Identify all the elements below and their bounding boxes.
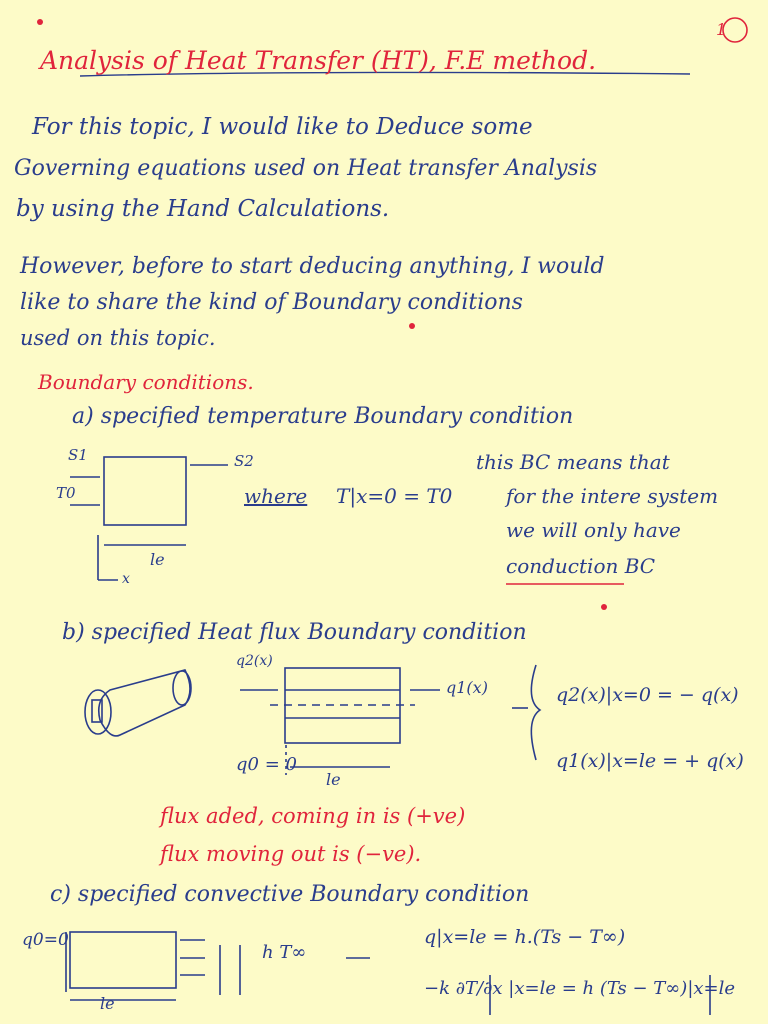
note-line: this BC means that: [476, 450, 670, 474]
intro-line: by using the Hand Calculations.: [16, 196, 390, 222]
t0-label: T0: [56, 484, 76, 502]
x-label: x: [122, 571, 130, 587]
le-label-b: le: [326, 770, 341, 789]
le-label-c: le: [100, 994, 115, 1013]
bc-heading: Boundary conditions.: [38, 370, 254, 394]
page-title: Analysis of Heat Transfer (HT), F.E method.: [40, 46, 597, 75]
section-a-heading: a) specified temperature Boundary condition: [72, 404, 574, 429]
section-b-heading: b) specified Heat flux Boundary condition: [62, 620, 527, 645]
section-c-heading: c) specified convective Boundary condition: [50, 882, 530, 907]
however-line: like to share the kind of Boundary conditions: [20, 290, 523, 315]
flux-in-note: flux aded, coming in is (+ve): [160, 804, 466, 828]
page-number: 1: [716, 20, 727, 39]
s2-label: S2: [234, 452, 254, 470]
page-number-circle: [723, 18, 747, 42]
however-line: used on this topic.: [20, 326, 216, 350]
q2-label: q2(x): [236, 653, 273, 669]
s1-label: S1: [68, 446, 88, 464]
however-line: However, before to start deducing anything, I would: [20, 254, 605, 279]
flux-out-note: flux moving out is (−ve).: [160, 842, 422, 866]
section-c-eq2: −k ∂T/∂x |x=le = h (Ts − T∞)|x=le: [424, 978, 736, 999]
q0-label-c: q0=0: [22, 930, 69, 950]
h-tinf-label: h T∞: [262, 942, 307, 963]
section-a-equation: T|x=0 = T0: [336, 484, 453, 508]
note-line: we will only have: [506, 518, 681, 542]
note-line: conduction BC: [506, 554, 656, 578]
intro-line: For this topic, I would like to Deduce some: [32, 114, 533, 140]
note-line: for the intere system: [506, 484, 719, 508]
q1-label: q1(x): [446, 678, 488, 697]
section-c-eq1: q|x=le = h.(Ts − T∞): [424, 926, 626, 948]
le-label: le: [150, 550, 165, 569]
section-b-eq2: q1(x)|x=le = + q(x): [556, 750, 744, 772]
q0-label: q0 = 0: [236, 754, 297, 775]
where-label: where: [244, 484, 308, 508]
intro-line: Governing equations used on Heat transfer Analysis: [14, 156, 598, 181]
section-b-eq1: q2(x)|x=0 = − q(x): [556, 684, 739, 706]
diagram-a: [70, 457, 228, 580]
